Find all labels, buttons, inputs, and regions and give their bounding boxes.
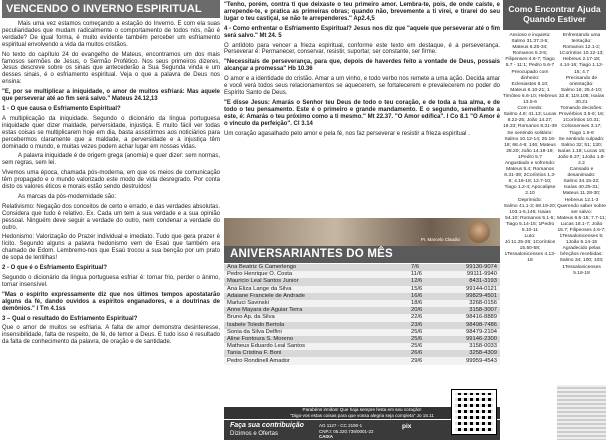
help-refs: Salmo 4.8; 41.13; Lucas 8.22-25; João 14.27; 16.33; Romanos 8.31-39 xyxy=(503,112,557,130)
birthday-name: Pedro Rondinell Amador xyxy=(227,357,290,364)
verse-quote: "Tenho, porém, contra ti que deixaste o teu primeiro amor. Lembra-te, pois, de onde caíste, e arrepende-te, e pratica as primeiras obras; quando não, brevemente a ti virei, e tirarei do seu lugar o teu castiçal, se não te arrependeres." Ap2.4,5 xyxy=(224,2,500,22)
paragraph: Hedonismo: Valorização do Prazer individual e imediato. Tudo que gera prazer é lícito. Segundo alguns a palavra hedonismo vem de Esaú que também era chamado de Edom. Lembremo-nos que Esaú trocou a sua benção por um prato de sopa de lentilhas! xyxy=(2,234,220,262)
bank-account: AG 1127 - CC 2190-1 xyxy=(319,423,363,428)
paragraph: O amor e a identidade do cristão. Amar a um vinho, e todo verbo nos remete a uma ação. Decida amar e você verá todos seus relacionamentos se aquecerem, se fortalecerem e prevalecerem no poder do Espírito Santo de Deus. xyxy=(224,76,500,96)
help-heading: Ansioso e inquieto: xyxy=(509,33,551,38)
note-line-1: Parabéns irmãos! Que haja sempre festa em seu coração! xyxy=(302,407,422,412)
help-refs: Salmo 10.12-14; 25.16-18; 68.4-6; 146; Mateus 28.20; João 14.18-19; 1Pedro 5.7 xyxy=(504,136,556,160)
birthday-name: Bruno Ap. da Silva xyxy=(227,314,275,321)
birthday-name: Matheus Eduardo Leal Santos xyxy=(227,343,305,350)
birthday-tel: 98479-2104 xyxy=(466,328,497,335)
help-refs: Salmo 32; 51; 130; Isaías 1.18; Lucas 15; João 8.37; 1João 1.8-2.2 xyxy=(557,142,606,166)
paragraph: A multiplicação da iniquidade. Segundo o dicionário da língua portuguesa iniquidade quer dizer maldade, perversidade, injustiça. E muito fácil ver todas estas coisas se multiplicarem hoje em dia, basta assistirmos aos noticiários para percebermos claramente que a maldade, a perversidade e a injustiça têm dominado o mundo, e muitas vezes podem achar lugar em nossas vidas. xyxy=(2,115,220,150)
author-name: Pr. Marcelo Claudio xyxy=(420,237,460,242)
birthday-row xyxy=(224,307,500,314)
help-heading: Tomando decisões: xyxy=(560,106,603,112)
birthday-date: 15/6 xyxy=(411,285,423,292)
birthday-name: Aline Fontoura S. Moreno xyxy=(227,335,294,342)
author-avatar xyxy=(468,221,490,243)
contribution-title: Faça sua contribuição xyxy=(230,422,304,429)
birthday-row xyxy=(224,271,500,278)
note-line-2: "Digo-vos estas coisas para que vossa alegria seja completa" Jo 15.11 xyxy=(290,413,434,418)
birthday-tel: 99111-9940 xyxy=(466,271,497,278)
birthday-tel: 99144-0121 xyxy=(466,285,497,292)
birthday-name: Isabele Toledo Bertola xyxy=(227,321,285,328)
sermon-column xyxy=(2,0,220,440)
birthday-tel: 3158-3007 xyxy=(469,307,497,314)
birthday-row xyxy=(224,300,500,307)
bank-info xyxy=(319,423,374,440)
contribution-footer xyxy=(224,420,500,440)
verse-quote: "Necessitais de perseverança, para que, depois de haverdes feito a vontade de Deus, possais alcançar a promessa" Hb 10.36 xyxy=(224,59,500,73)
help-heading: Com medo: xyxy=(517,106,543,112)
help-heading: Precisando de orientação: xyxy=(565,75,598,87)
help-column xyxy=(503,0,606,440)
birthday-name: Marluci Savinski xyxy=(227,300,269,307)
birthday-row xyxy=(224,350,500,357)
help-refs: Mateus 5.4; Romanos 8.31-39; 2Coríntios 1.3-6; 4.16-18; 12.7-10; Tiago 1.2-4; Apocalipse 2.10 xyxy=(504,167,556,197)
birthday-date: 25/6 xyxy=(411,343,423,350)
birthday-name: Ana Eliza Lange da Silva xyxy=(227,285,292,292)
paragraph: Segundo o dicionário da língua portuguesa esfriar é: tornar frio, perder o ânimo, tornar insensível. xyxy=(2,275,220,288)
birthday-row xyxy=(224,357,500,364)
birthday-tel: 99146-2300 xyxy=(466,335,497,342)
help-title: Como Encontrar Ajuda Quando Estiver xyxy=(503,0,606,30)
birthday-date: 12/6 xyxy=(411,278,423,285)
section-heading: 3 – Qual o resultado do Esfriamento Espiritual? xyxy=(2,315,138,322)
paragraph: Relativismo: Negação dos conceitos de certo e errado, e das verdades absolutas. Considera que tudo é relativo. Ex. Cada um tem a sua verdade e a sua opinião pessoal. Ninguém deve seguir a verdade do outro, nem condenar a verdade do outro. xyxy=(2,203,220,231)
middle-column xyxy=(224,0,500,440)
birthday-date: 29/6 xyxy=(411,357,423,364)
birthday-date: 23/6 xyxy=(411,321,423,328)
heading-text: 4 - Como enfrentar o Esfriamento Espiritual? Jesus nos diz que "aquele que perseverar até o fim será salvo." Mt 24. 5 xyxy=(224,25,500,39)
praying-hands-image xyxy=(557,385,606,440)
help-refs: Salmo 34; 100; 103; 1Tessalonicenses 5.16-18 xyxy=(559,258,604,276)
help-heading: Luto: xyxy=(524,234,536,240)
help-heading: Se sentindo solitário: xyxy=(507,130,553,136)
help-list-left xyxy=(503,33,557,265)
birthday-date: 22/6 xyxy=(411,314,423,321)
paragraph: A palavra iniquidade é de origem grega (anomia) e quer dizer: sem normas, sem regras, sem lei. xyxy=(2,153,220,167)
help-heading: Enfrentando uma tentação: xyxy=(562,33,601,45)
birthday-date: 26/6 xyxy=(411,350,423,357)
pix-label: pix xyxy=(402,423,412,430)
help-refs: Salmo 41.1-3; 68.19-20; 103.1-5,146; Isaias 54.10; Romanos 5.1-5; Tiago 5.14-15; 1Pedro 5.10-11 xyxy=(503,203,557,233)
paragraph: Mais uma vez estamos começando a estação do Inverno. E com ela suas peculiaridades que mudam radicalmente o comportamento de todos nós, não é verdade? De igual forma, é muito evidente também perceber um esfriamento espiritual envolvendo a vida da muitos cristãos. xyxy=(2,21,220,48)
verse-quote: "E disse Jesus: Amarás o Senhor teu Deus de todo o teu coração, e de toda a tua alma, e de todo o teu pensamento. Este é o primeiro e grande mandamento. E o segundo, semelhante a este, é: Amarás o teu próximo como a ti mesmo." Mt 22.37. "O Amor edifica". I Co 8.1 "O Amor é o vínculo da perfeição". Cl 3.14 xyxy=(224,99,500,127)
paragraph: As marcas da pós-modernidade são: xyxy=(18,193,117,200)
birthday-tel: 99130-9074 xyxy=(466,264,497,271)
birthday-row xyxy=(224,314,500,321)
birthday-name: Pedro Henrique O. Costa xyxy=(227,271,293,278)
birthday-date: 7/6 xyxy=(411,264,420,271)
birthday-tel: 3258-4309 xyxy=(469,350,497,357)
birthdays-title: ANIVERSARIANTES DO MÊS xyxy=(224,246,500,263)
birthday-name: Mauricio Leal Santos Junior xyxy=(227,278,299,285)
help-refs: Provérbios 3.5-6; 16; 1Coríntios 10.31; Colossenses 3.17; Tiago 1.5-8 xyxy=(558,112,605,136)
birthday-date: 18/6 xyxy=(411,300,423,307)
help-heading: Cansado e desanimado: xyxy=(567,167,596,179)
verse-quote: "E, por se multiplicar a iniquidade, o amor de muitos esfriará: Mas aquele que perseverar até ao fim será salvo." Mateus 24.12,13 xyxy=(2,89,220,103)
help-refs: Salmo 31.37.3-5; Mateus 6.25-34; Romanos 5.3-5; Filipenses 4.6-7; Tiago 5.7 - 11:1; Pedro 5.6-7 xyxy=(505,39,555,69)
help-heading: Preocupado com dinheiro: xyxy=(511,69,549,81)
birthday-date: 16/6 xyxy=(411,292,423,299)
birthday-tel: 8431-3193 xyxy=(469,278,497,285)
verse-quote: "Mas o espírito expressamente diz que nos últimos tempos apostatarão alguns da fé, dando ouvidos a espíritos enganadores, e a doutrinas de demônios." I Tm 4.1ss xyxy=(2,291,220,312)
paragraph: Um coração agasalhado pelo amor e pela fé, nos faz perseverar e resistir a frieza espiritual . xyxy=(224,130,470,137)
help-refs: Salmo 34.15-22; Isaías 40.25-31; Mateus 11.28-30; Hebreus 12.1-3 xyxy=(562,179,601,203)
paragraph: Que o amor de muitos se esfriaria. A falta de amor demonstra desinteresse, insensibilidade, falta de respeito, de fé, de temor a Deus. E tudo isso é resultado da falta de conhecimento da palavra, de oração e de santidade. xyxy=(2,325,220,346)
birthday-name: Ana Beatriz G Camerlengo xyxy=(227,264,297,271)
help-heading: Agradecido pelas bênçãos recebidas: xyxy=(560,246,603,258)
paragraph: Vivemos uma época, chamada pós-moderna, em que os meios de comunicação têm propagado e o mundo valorizado este modo de vida desregrado. Por conta disto os valores éticos e morais estão sendo destruídos! xyxy=(2,170,220,191)
help-refs: Salmo 16; 25.4-10; 32.8; 119.105; Isaías 30.21 xyxy=(558,87,605,106)
birthday-tel: 3268-0156 xyxy=(469,300,497,307)
help-refs: Jó 11.25-26; 1Coríntios 15.50-58; 1Tessalonicenses 4.13-18 xyxy=(504,240,556,264)
paragraph: O antídoto para vencer a frieza espiritual, conforme este texto em destaque, é a perseverança. Perseverar é: Permanecer, conservar, resistir, suportar, ser constante, ser firme. xyxy=(224,42,500,56)
help-list-right xyxy=(557,33,606,277)
birthday-tel: 98416-8889 xyxy=(466,314,497,321)
author-photo-banner xyxy=(224,218,500,246)
birthday-row xyxy=(224,322,500,329)
birthday-row xyxy=(224,336,500,343)
birthday-date: 25/6 xyxy=(411,335,423,342)
help-heading: Deprimido: xyxy=(518,197,542,203)
birthday-tel: 99959-4543 xyxy=(466,357,497,364)
birthday-date: 11/6 xyxy=(411,271,422,278)
contribution-subtitle: Dízimos e Ofertas xyxy=(230,431,279,437)
birthday-tel: 3158-0033 xyxy=(469,343,497,350)
birthday-row xyxy=(224,293,500,300)
section-heading: 1 - O que causa o Esfriamento Espiritual? xyxy=(2,105,121,112)
birthday-date: 25/6 xyxy=(411,328,423,335)
help-refs: Romanos 12.1-2; 1Coríntios 10.12-13; Hebreus 2.17-18; 4.14-16; Tiago 1.12-15; 4.7 xyxy=(559,45,604,75)
birthday-name: Tania Cristina F. Boni xyxy=(227,350,282,357)
bank-name: CAIXA xyxy=(319,434,334,439)
help-refs: Eclesiastes 5.10; Mateus 6.10-21; 1 Timóteo 6.6-10; Hebreus 13.5-6 xyxy=(503,81,557,106)
birthday-tel: 98498-7486 xyxy=(466,321,497,328)
help-heading: Se sentindo culpado: xyxy=(558,136,605,142)
sermon-title: VENCENDO O INVERNO ESPIRITUAL xyxy=(2,0,220,18)
section-heading: 2 - O que é o Esfriamento Espiritual? xyxy=(2,265,108,272)
birthday-name: Sonia da Silva Delfini xyxy=(227,328,282,335)
section-heading xyxy=(224,26,500,40)
birthday-row xyxy=(224,343,500,350)
birthday-date: 20/6 xyxy=(411,307,423,314)
birthday-row xyxy=(224,264,500,271)
birthday-row xyxy=(224,278,500,285)
birthday-tel: 99829-4501 xyxy=(466,292,497,299)
birthday-row xyxy=(224,286,500,293)
help-heading: Angustiado e sofrendo: xyxy=(504,160,556,166)
birthday-row xyxy=(224,329,500,336)
help-refs: Mateus 6.5-15; 7.7-11; Lucas 18.1-7; João 15.7; Filipenses 4.6-7; 1Tessalonicenses 5; 1João 5.14-15 xyxy=(557,215,606,246)
help-heading: Querendo saber sobre ser salvo: xyxy=(557,203,606,215)
paragraph: No texto do capítulo 24 do evangelho de Mateus, encontramos um dos mais famosos sermões de Jesus, o Sermão Profético. Nos seus primeiros dizeres, Jesus descreve sobre os sinais que antecederão a Sua Segunda vinda e um desses sinais, é o esfriamento espiritual. Veja o que a palavra de Deus nos ensina: xyxy=(2,51,220,86)
birthdays-table xyxy=(224,264,500,365)
birthday-name: Adaiane Franciele de Andrade xyxy=(227,292,305,299)
qr-code-icon[interactable] xyxy=(452,390,496,434)
cnpj: CNPJ: 05.220.739/0001-22 xyxy=(319,428,374,434)
birthday-name: Anne Mayara de Aguiar Terra xyxy=(227,307,303,314)
